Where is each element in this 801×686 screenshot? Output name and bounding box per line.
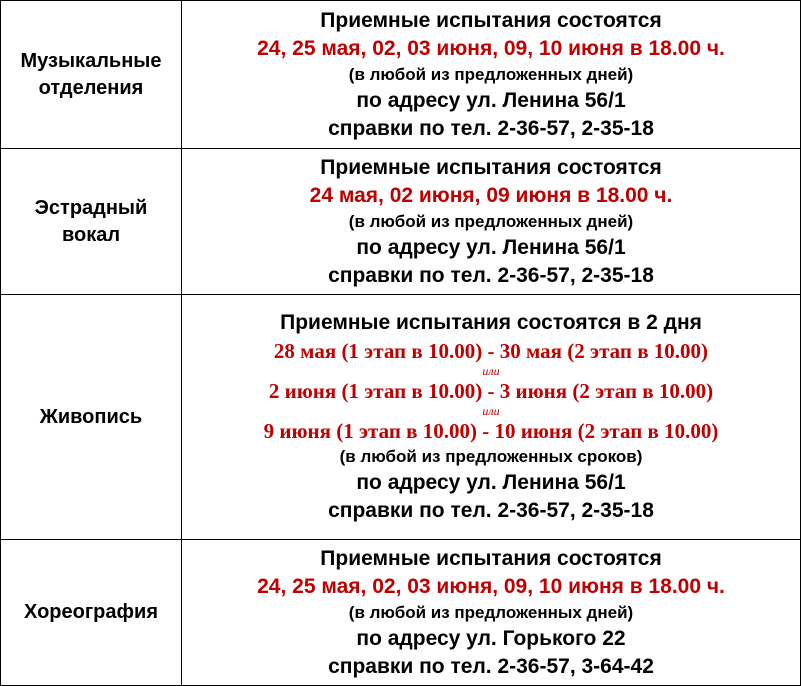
department-name-line: Эстрадный — [34, 196, 148, 219]
exam-heading: Приемные испытания состоятся — [320, 546, 662, 570]
exam-note: (в любой из предложенных дней) — [348, 64, 634, 84]
department-label — [1, 540, 182, 686]
table-row — [1, 1, 801, 149]
exam-note: (в любой из предложенных сроков) — [339, 447, 643, 466]
department-name-line: вокал — [61, 223, 121, 246]
department-name-line: Живопись — [39, 405, 143, 428]
exam-dates: 24, 25 мая, 02, 03 июня, 09, 10 июня в 18.00 ч. — [257, 574, 725, 598]
department-name-line: Музыкальные — [20, 49, 162, 72]
exam-heading: Приемные испытания состоятся — [320, 155, 662, 179]
exam-phones: справки по тел. 2-36-57, 3-64-42 — [328, 654, 654, 678]
department-name-line: Хореография — [24, 601, 158, 623]
exam-info — [182, 149, 801, 295]
exam-dates: 24 мая, 02 июня, 09 июня в 18.00 ч. — [309, 183, 673, 207]
table-row — [1, 149, 801, 295]
department-label — [1, 1, 182, 149]
exam-address: по адресу ул. Горького 22 — [356, 626, 626, 650]
option-separator: или — [482, 404, 500, 418]
exam-phones: справки по тел. 2-36-57, 2-35-18 — [328, 263, 654, 287]
exam-address: по адресу ул. Ленина 56/1 — [356, 471, 626, 494]
exam-phones: справки по тел. 2-36-57, 2-35-18 — [328, 499, 654, 522]
exam-option: 28 мая (1 этап в 10.00) - 30 мая (2 этап в 10.00) — [273, 339, 709, 363]
table-row — [1, 540, 801, 686]
exam-dates: 24, 25 мая, 02, 03 июня, 09, 10 июня в 18.00 ч. — [257, 36, 725, 60]
exam-info — [182, 1, 801, 149]
exam-address: по адресу ул. Ленина 56/1 — [356, 235, 626, 259]
option-separator: или — [482, 364, 500, 378]
department-label — [1, 149, 182, 295]
exam-note: (в любой из предложенных дней) — [348, 602, 634, 622]
exam-heading: Приемные испытания состоятся — [320, 8, 662, 32]
exam-info — [182, 295, 801, 540]
exam-note: (в любой из предложенных дней) — [348, 211, 634, 231]
exam-phones: справки по тел. 2-36-57, 2-35-18 — [328, 116, 654, 140]
exam-option: 2 июня (1 этап в 10.00) - 3 июня (2 этап в 10.00) — [268, 379, 714, 403]
exam-address: по адресу ул. Ленина 56/1 — [356, 88, 626, 112]
exam-option: 9 июня (1 этап в 10.00) - 10 июня (2 этап в 10.00) — [263, 419, 719, 443]
department-label — [1, 295, 182, 540]
exam-info — [182, 540, 801, 686]
table-row — [1, 295, 801, 540]
department-name-line: отделения — [38, 76, 144, 99]
exam-heading: Приемные испытания состоятся в 2 дня — [280, 311, 702, 334]
